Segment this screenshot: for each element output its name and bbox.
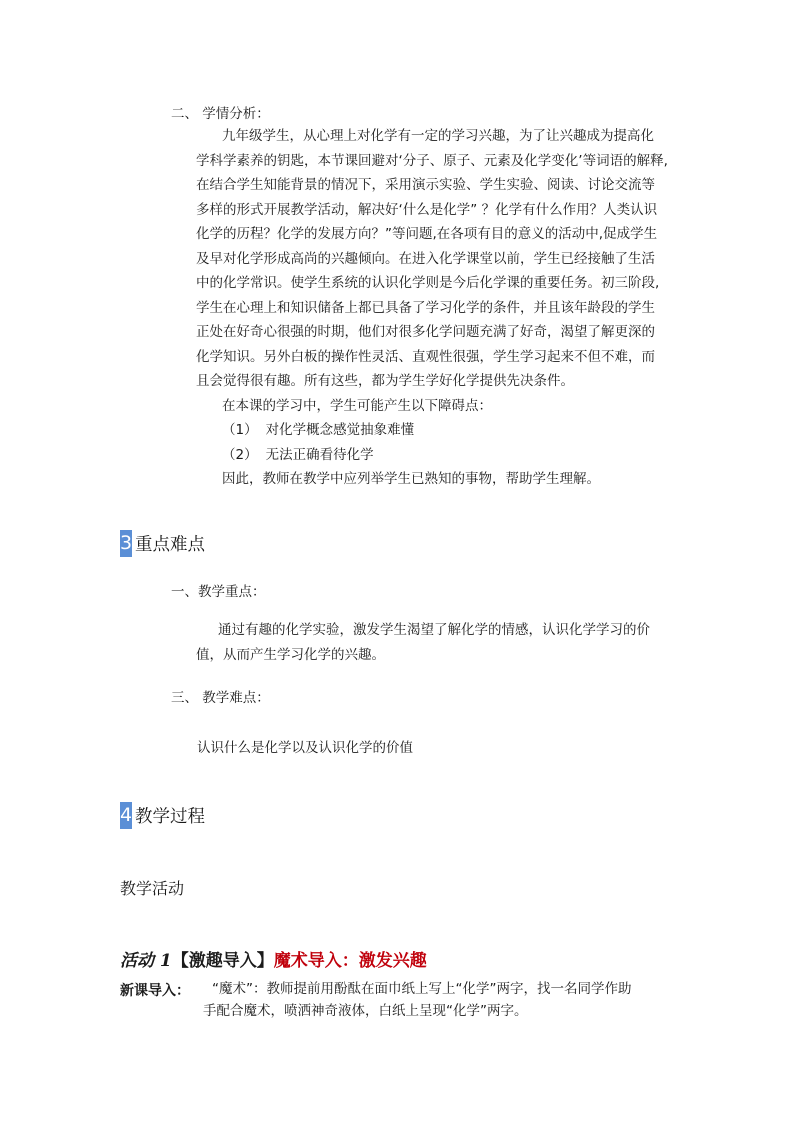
paragraph-line: 多样的形式开展教学活动，解决好‘什么是化学” ？化学有什么作用？人类认识 — [196, 201, 658, 218]
paragraph-line: 九年级学生，从心理上对化学有一定的学习兴趣，为了让兴趣成为提高化 — [222, 128, 654, 144]
paragraph-line: 学科学素养的钥匙，本节课回避对‘分子、原子、元素及化学变化’等词语的解释, — [196, 152, 668, 169]
paragraph-line: 且会觉得很有趣。所有这些，都为学生学好化学提供先决条件。 — [196, 373, 574, 389]
section-number-marker: 4 — [120, 802, 132, 829]
obstacle-number: （1） — [222, 422, 258, 438]
new-lesson-intro-label: 新课导入： — [120, 983, 190, 999]
paragraph-line: 通过有趣的化学实验，激发学生渴望了解化学的情感，认识化学学习的价 — [218, 622, 650, 638]
section-number-marker: 3 — [120, 530, 132, 557]
obstacle-number: （2） — [222, 446, 258, 463]
paragraph-line: 中的化学常识。使学生系统的认识化学则是今后化学课的重要任务。初三阶段, — [196, 275, 660, 291]
section-heading-learner-analysis: 二、 学情分析： — [171, 106, 270, 122]
activity-bracket: 【激趣导入】 — [171, 951, 274, 971]
paragraph-line: 化学知识。另外白板的操作性灵活、直观性很强，学生学习起来不但不难，而 — [196, 348, 655, 365]
difficulty-text: 认识什么是化学以及认识化学的价值 — [197, 740, 413, 756]
paragraph-line: 值，从而产生学习化学的兴趣。 — [196, 646, 385, 663]
key-points-paragraph — [196, 618, 686, 667]
difficulty-heading: 三、 教学难点： — [171, 690, 270, 706]
obstacle-text: 对化学概念感觉抽象难懂 — [265, 422, 415, 438]
teaching-activities-subheading: 教学活动 — [120, 879, 185, 898]
obstacle-text: 无法正确看待化学 — [265, 446, 374, 463]
activity-title: 魔术导入：激发兴趣 — [273, 951, 427, 971]
new-lesson-intro-text — [203, 978, 702, 1022]
paragraph-line: 在结合学生知能背景的情况下，采用演示实验、学生实验、阅读、讨论交流等 — [196, 177, 655, 193]
obstacle-item — [196, 418, 686, 443]
paragraph-line: “魔术”：教师提前用酚酞在面巾纸上写上“化学”两字，找一名同学作助 — [212, 981, 632, 997]
obstacle-item — [196, 443, 686, 468]
paragraph-line: 化学的历程？化学的发展方向？”等问题,在各项有目的意义的活动中,促成学生 — [196, 226, 658, 242]
paragraph-line: 及早对化学形成高尚的兴趣倾向。在进入化学课堂以前，学生已经接触了生活 — [196, 250, 655, 267]
section-header-teaching-process — [120, 802, 205, 829]
key-points-heading: 一、教学重点： — [171, 584, 266, 600]
learner-analysis-paragraph — [196, 124, 686, 492]
paragraph-line: 正处在好奇心很强的时期，他们对很多化学问题充满了好奇，渴望了解更深的 — [196, 324, 655, 340]
paragraph-line: 手配合魔术，喷洒神奇液体，白纸上呈现“化学”两字。 — [203, 1003, 528, 1019]
paragraph-line: 学生在心理上和知识储备上都已具备了学习化学的条件，并且该年龄段的学生 — [196, 299, 655, 316]
activity-title-line — [120, 946, 427, 971]
section-title: 重点难点 — [135, 535, 205, 555]
section-title: 教学过程 — [135, 807, 205, 827]
activity-label: 活动 1 — [120, 951, 172, 971]
obstacles-intro: 在本课的学习中，学生可能产生以下障碍点： — [222, 397, 492, 414]
conclusion-line: 因此，教师在教学中应列举学生已熟知的事物，帮助学生理解。 — [222, 471, 600, 487]
section-header-key-points — [120, 530, 205, 557]
